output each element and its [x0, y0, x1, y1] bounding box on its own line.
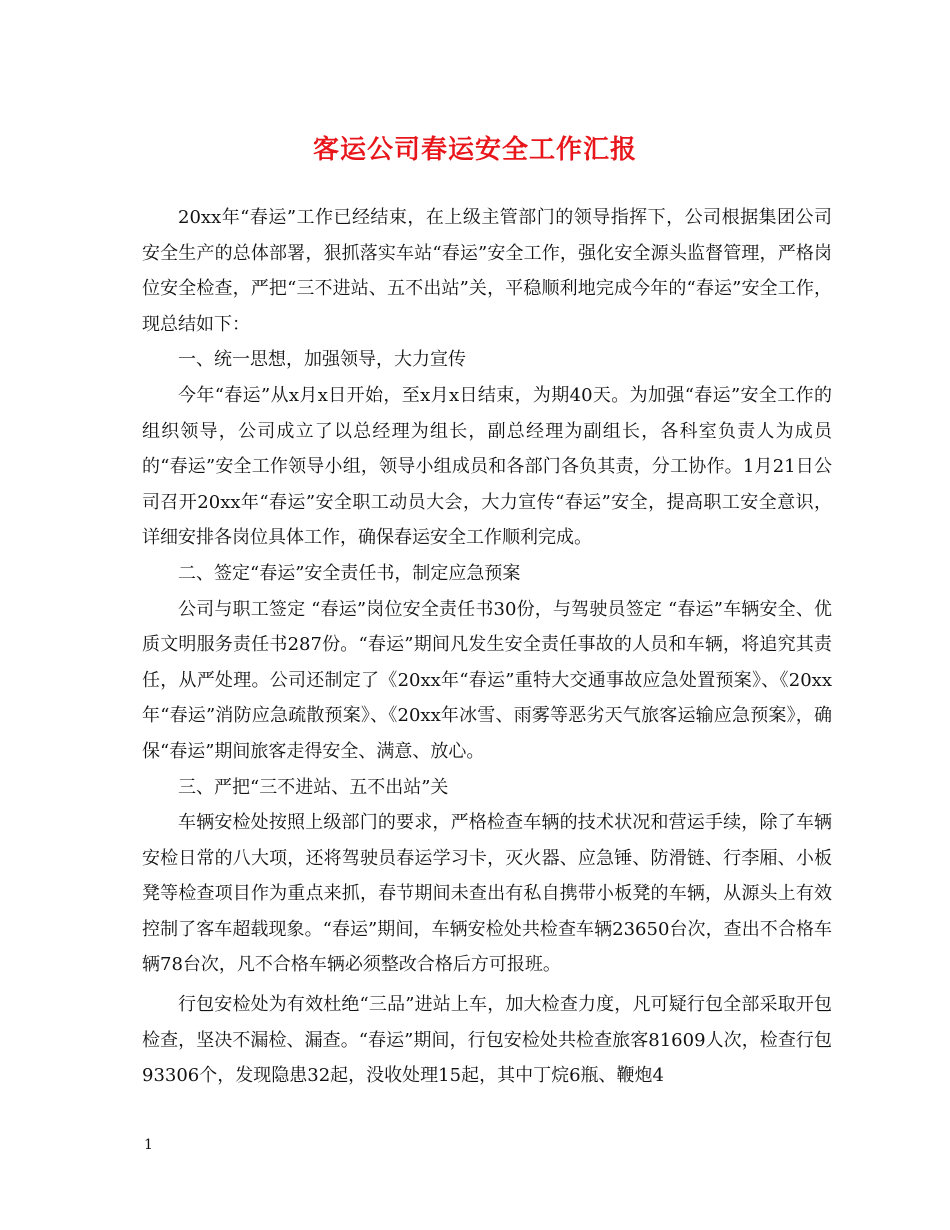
section-2-paragraph: 公司与职工签定 “春运”岗位安全责任书30份，与驾驶员签定 “春运”车辆安全、优质文明服务责任书287份。“春运”期间凡发生安全责任事故的人员和车辆，将追究其责任，从严处理。公司还制定了《20xx年“春运”重特大交通事故应急处置预案》、《20xx年“春运”消防应急疏散预案》、《20xx年冰雪、雨雾等恶劣天气旅客运输应急预案》，确保“春运”期间旅客走得安全、满意、放心。: [142, 598, 832, 762]
section-1-paragraph: 今年“春运”从x月x日开始，至x月x日结束，为期40天。为加强“春运”安全工作的组织领导，公司成立了以总经理为组长，副总经理为副组长，各科室负责人为成员的“春运”安全工作领导小组，领导小组成员和各部门各负其责，分工协作。1月21日公司召开20xx年“春运”安全职工动员大会，大力宣传“春运”安全，提高职工安全意识，详细安排各岗位具体工作，确保春运安全工作顺利完成。: [142, 384, 832, 549]
section-heading-3: 三、严把“三不进站、五不出站”关: [178, 776, 449, 798]
page-number: 1: [144, 1137, 153, 1153]
section-heading-1: 一、统一思想，加强领导，大力宣传: [178, 349, 466, 371]
section-heading-2: 二、签定“春运”安全责任书，制定应急预案: [178, 562, 521, 584]
section-3-paragraph-baggage-check: 行包安检处为有效杜绝“三品”进站上车，加大检查力度，凡可疑行包全部采取开包检查，坚决不漏检、漏查。“春运”期间，行包安检处共检查旅客81609人次，检查行包93306个，发现隐患32起，没收处理15起，其中丁烷6瓶、鞭炮4: [142, 994, 832, 1087]
document-body: [142, 200, 832, 1094]
intro-paragraph: 20xx年“春运”工作已经结束，在上级主管部门的领导指挥下，公司根据集团公司安全生产的总体部署，狠抓落实车站“春运”安全工作，强化安全源头监督管理，严格岗位安全检查，严把“三不进站、五不出站”关，平稳顺利地完成今年的“春运”安全工作，现总结如下：: [142, 207, 832, 335]
document-title: 客运公司春运安全工作汇报: [312, 135, 637, 165]
section-3-paragraph-vehicle-check: 车辆安检处按照上级部门的要求，严格检查车辆的技术状况和营运手续，除了车辆安检日常的八大项，还将驾驶员春运学习卡，灭火器、应急锤、防滑链、行李厢、小板凳等检查项目作为重点来抓，春节期间未查出有私自携带小板凳的车辆，从源头上有效控制了客车超载现象。“春运”期间，车辆安检处共检查车辆23650台次，查出不合格车辆78台次，凡不合格车辆必须整改合格后方可报班。: [142, 812, 832, 976]
